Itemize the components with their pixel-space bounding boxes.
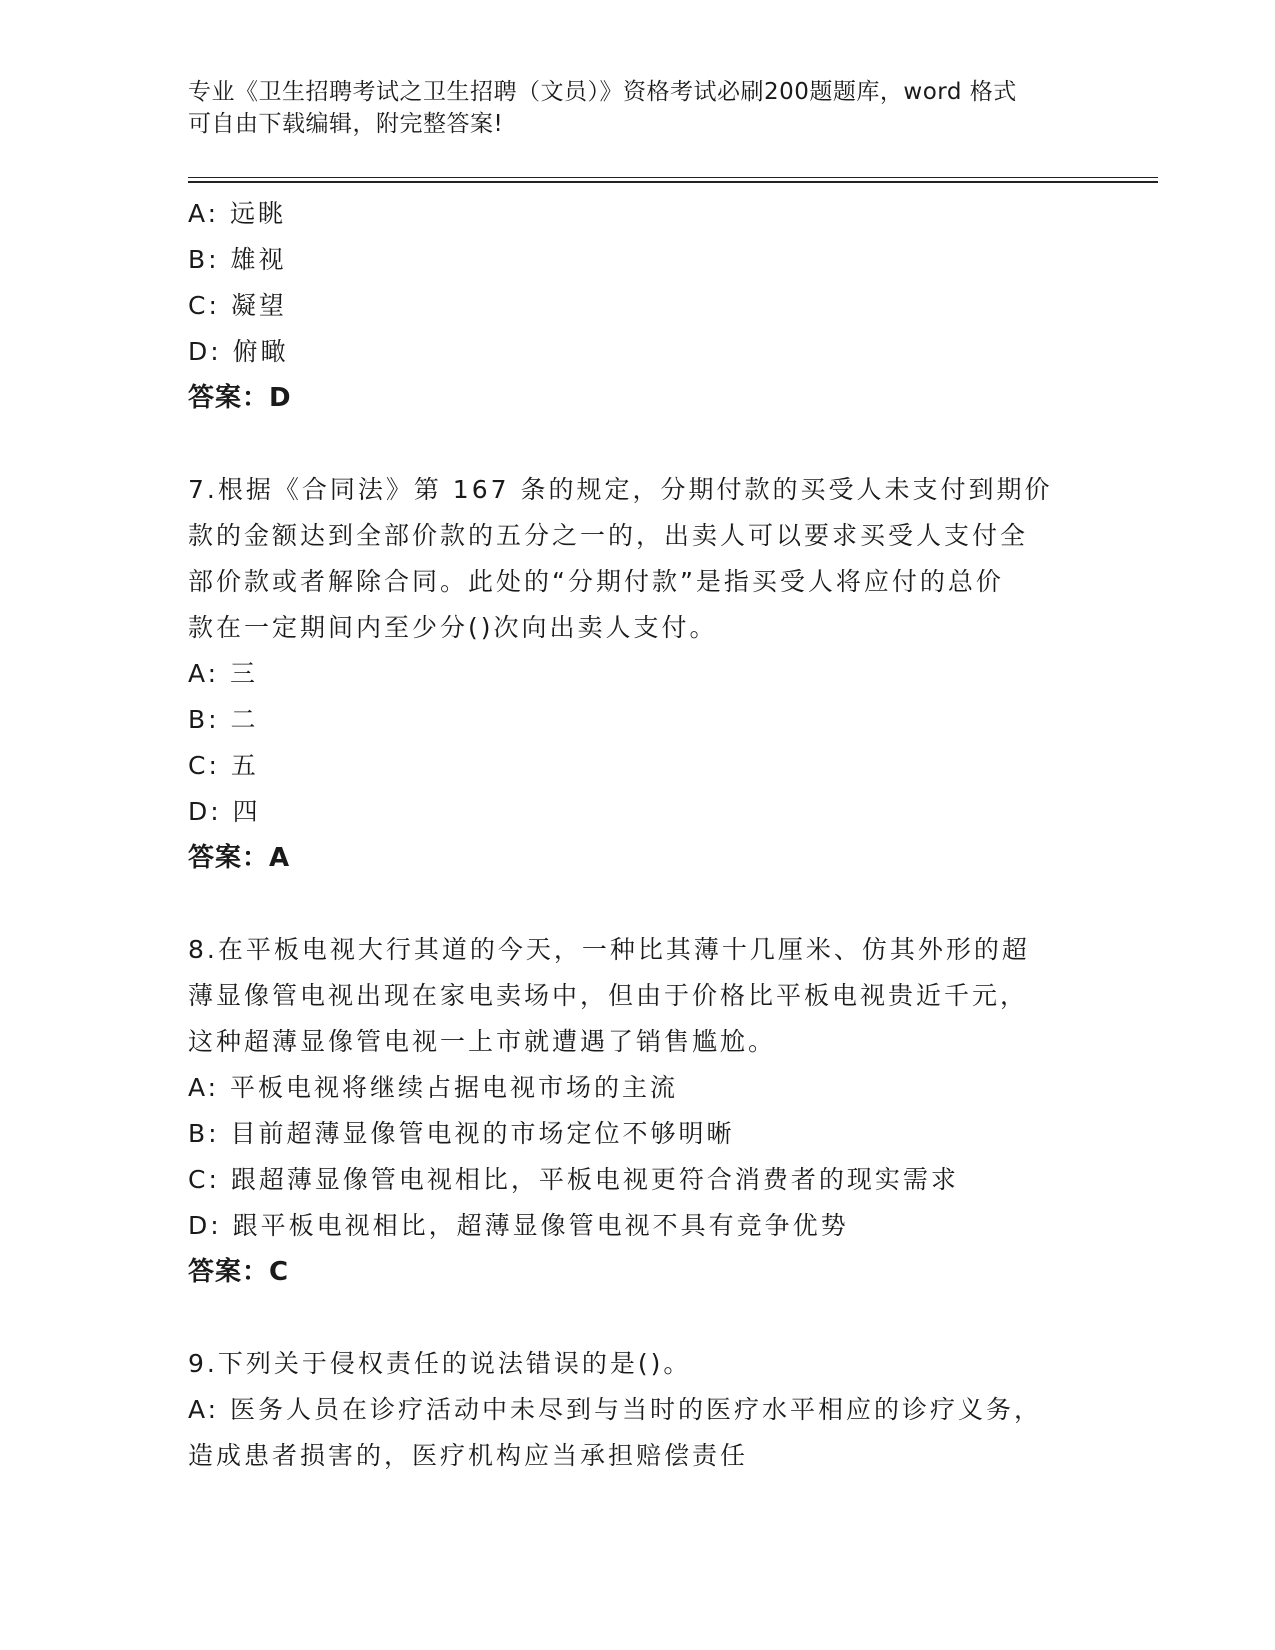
- question-stem-line: 9.下列关于侵权责任的说法错误的是()。: [188, 1349, 692, 1378]
- option-d: D: 跟平板电视相比，超薄显像管电视不具有竞争优势: [188, 1211, 849, 1240]
- option-a: A: 平板电视将继续占据电视市场的主流: [188, 1073, 679, 1102]
- question-7: [188, 467, 1053, 881]
- option-b: B: 目前超薄显像管电视的市场定位不够明晰: [188, 1119, 735, 1148]
- question-stem-line: 薄显像管电视出现在家电卖场中，但由于价格比平板电视贵近千元，: [188, 981, 1029, 1010]
- question-8: [188, 927, 1048, 1295]
- question-stem-line: 部价款或者解除合同。此处的“分期付款”是指买受人将应付的总价: [188, 567, 1004, 596]
- answer: 答案：C: [188, 1257, 290, 1287]
- question-stem-line: 款在一定期间内至少分()次向出卖人支付。: [188, 613, 718, 642]
- question-stem-line: 这种超薄显像管电视一上市就遭遇了销售尴尬。: [188, 1027, 777, 1056]
- question-list: [188, 191, 1053, 1479]
- answer: 答案：A: [188, 843, 291, 873]
- question-stem-line: 7.根据《合同法》第 167 条的规定，分期付款的买受人未支付到期价: [188, 475, 1053, 504]
- header-divider: [188, 177, 1158, 183]
- question-spacer: [188, 881, 1048, 927]
- question-stem-line: 8.在平板电视大行其道的今天，一种比其薄十几厘米、仿其外形的超: [188, 935, 1030, 964]
- question-spacer: [188, 1295, 1048, 1341]
- header-title-line-2: 可自由下载编辑，附完整答案!: [188, 111, 504, 137]
- option-b: B: 雄视: [188, 245, 287, 274]
- answer: 答案：D: [188, 383, 292, 413]
- question-9: [188, 1341, 1048, 1479]
- question-6: [188, 191, 1048, 421]
- option-c: C: 跟超薄显像管电视相比，平板电视更符合消费者的现实需求: [188, 1165, 959, 1194]
- question-spacer: [188, 421, 1048, 467]
- option-a: A: 三: [188, 659, 259, 688]
- option-d: D: 俯瞰: [188, 337, 289, 366]
- option-a: A: 远眺: [188, 199, 287, 228]
- document-header: [188, 76, 1088, 140]
- question-stem-line: 款的金额达到全部价款的五分之一的，出卖人可以要求买受人支付全: [188, 521, 1029, 550]
- option-a-continuation: 造成患者损害的，医疗机构应当承担赔偿责任: [188, 1441, 749, 1470]
- option-c: C: 五: [188, 751, 259, 780]
- option-b: B: 二: [188, 705, 259, 734]
- option-c: C: 凝望: [188, 291, 287, 320]
- option-a: A: 医务人员在诊疗活动中未尽到与当时的医疗水平相应的诊疗义务，: [188, 1395, 1043, 1424]
- header-title-line-1: 专业《卫生招聘考试之卫生招聘（文员）》资格考试必刷200题题库，word 格式: [188, 79, 1017, 105]
- option-d: D: 四: [188, 797, 261, 826]
